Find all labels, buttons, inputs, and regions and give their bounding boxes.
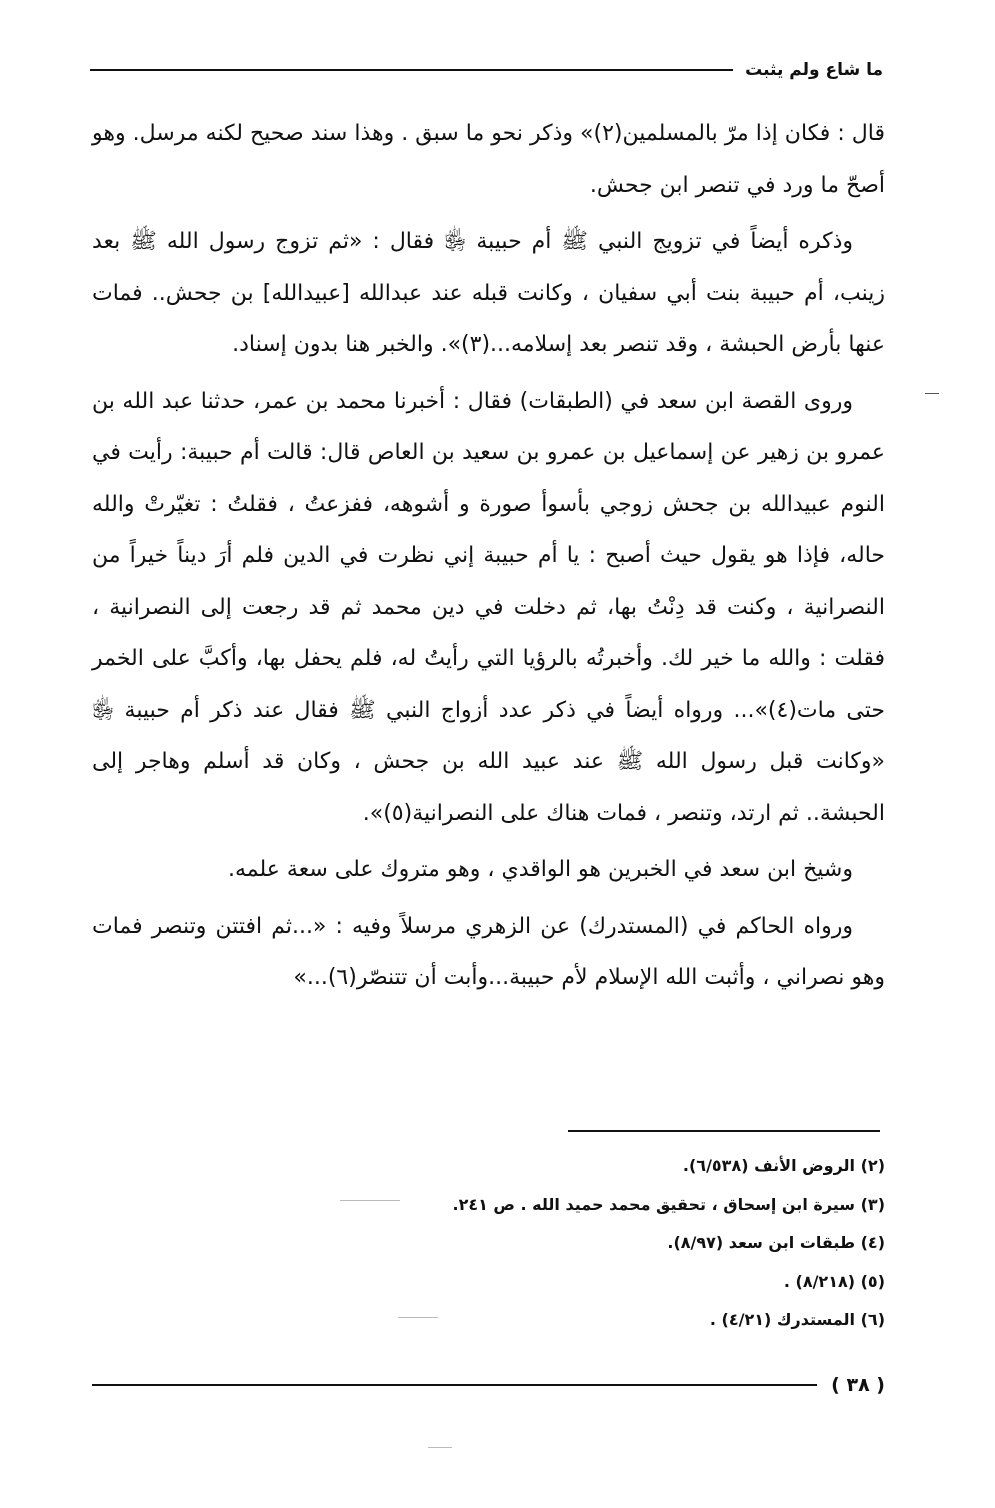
paragraph-3: وروى القصة ابن سعد في (الطبقات) فقال : أخبرنا محمد بن عمر، حدثنا عبد الله بن عمرو بن زهير عن إسماعيل بن عمرو بن سعيد بن العاص قال: قالت أم حبيبة: رأيت في النوم عبيدالله بن جحش زوجي بأسوأ صورة و أشوهه، ففزعتُ ، فقلتُ : تغيّرتْ والله حاله، فإذا هو يقول حيث أصبح : يا أم حبيبة إني نظرت في الدين فلم أرَ ديناً خيراً من النصرانية ، وكنت قد دِنْتُ بها، ثم دخلت في دين محمد ثم قد رجعت إلى النصرانية ، فقلت : والله ما خير لك. وأخبرتُه بالرؤيا التي رأيتُ له، فلم يحفل بها، وأكبَّ على الخمر حتى مات(٤)»... ورواه أيضاً في ذكر عدد أزواج النبي ﷺ فقال عند ذكر أم حبيبة ﵂ «وكانت قبل رسول الله ﷺ عند عبيد الله بن جحش ، وكان قد أسلم وهاجر إلى الحبشة.. ثم ارتد، وتنصر ، فمات هناك على النصرانية(٥)».	[92, 388, 885, 826]
running-title: ما شاع ولم يثبت	[745, 60, 883, 80]
margin-mark	[925, 393, 939, 394]
footnote-2: (٢) الروض الأنف (٦/٥٣٨).	[682, 1156, 885, 1175]
footnotes	[150, 1147, 885, 1340]
scan-speck	[340, 1200, 400, 1201]
footnote-separator	[568, 1130, 880, 1132]
paragraph-4: وشيخ ابن سعد في الخبرين هو الواقدي ، وهو متروك على سعة علمه.	[228, 857, 853, 882]
scan-speck	[428, 1447, 452, 1448]
footer-rule	[92, 1384, 817, 1386]
running-header	[90, 60, 883, 80]
paragraph-2: وذكره أيضاً في تزويج النبي ﷺ أم حبيبة ﵂ فقال : «ثم تزوج رسول الله ﷺ بعد زينب، أم حبيبة بنت أبي سفيان ، وكانت قبله عند عبدالله [عبيدالله] بن جحش.. فمات عنها بأرض الحبشة ، وقد تنصر بعد إسلامه...(٣)». والخبر هنا بدون إسناد.	[92, 229, 885, 357]
body-text	[92, 108, 885, 1009]
footnote-5: (٥) (٨/٢١٨) .	[783, 1271, 885, 1291]
paragraph-1: قال : فكان إذا مرّ بالمسلمين(٢)» وذكر نحو ما سبق . وهذا سند صحيح لكنه مرسل. وهو أصحّ ما ورد في تنصر ابن جحش.	[92, 121, 885, 198]
footnote-4: (٤) طبقات ابن سعد (٨/٩٧).	[667, 1233, 885, 1252]
footnote-3: (٣) سيرة ابن إسحاق ، تحقيق محمد حميد الله . ص ٢٤١.	[452, 1194, 885, 1214]
page-footer	[92, 1374, 885, 1396]
scan-speck	[398, 1317, 438, 1318]
header-rule	[90, 69, 733, 71]
page-number: ( ٣٨ )	[831, 1374, 885, 1396]
paragraph-5: ورواه الحاكم في (المستدرك) عن الزهري مرسلاً وفيه : «...ثم افتتن وتنصر فمات وهو نصراني ، وأثبت الله الإسلام لأم حبيبة...وأبت أن تتنصّر(٦)...»	[92, 913, 885, 990]
footnote-6: (٦) المستدرك (٤/٢١) .	[709, 1310, 885, 1329]
